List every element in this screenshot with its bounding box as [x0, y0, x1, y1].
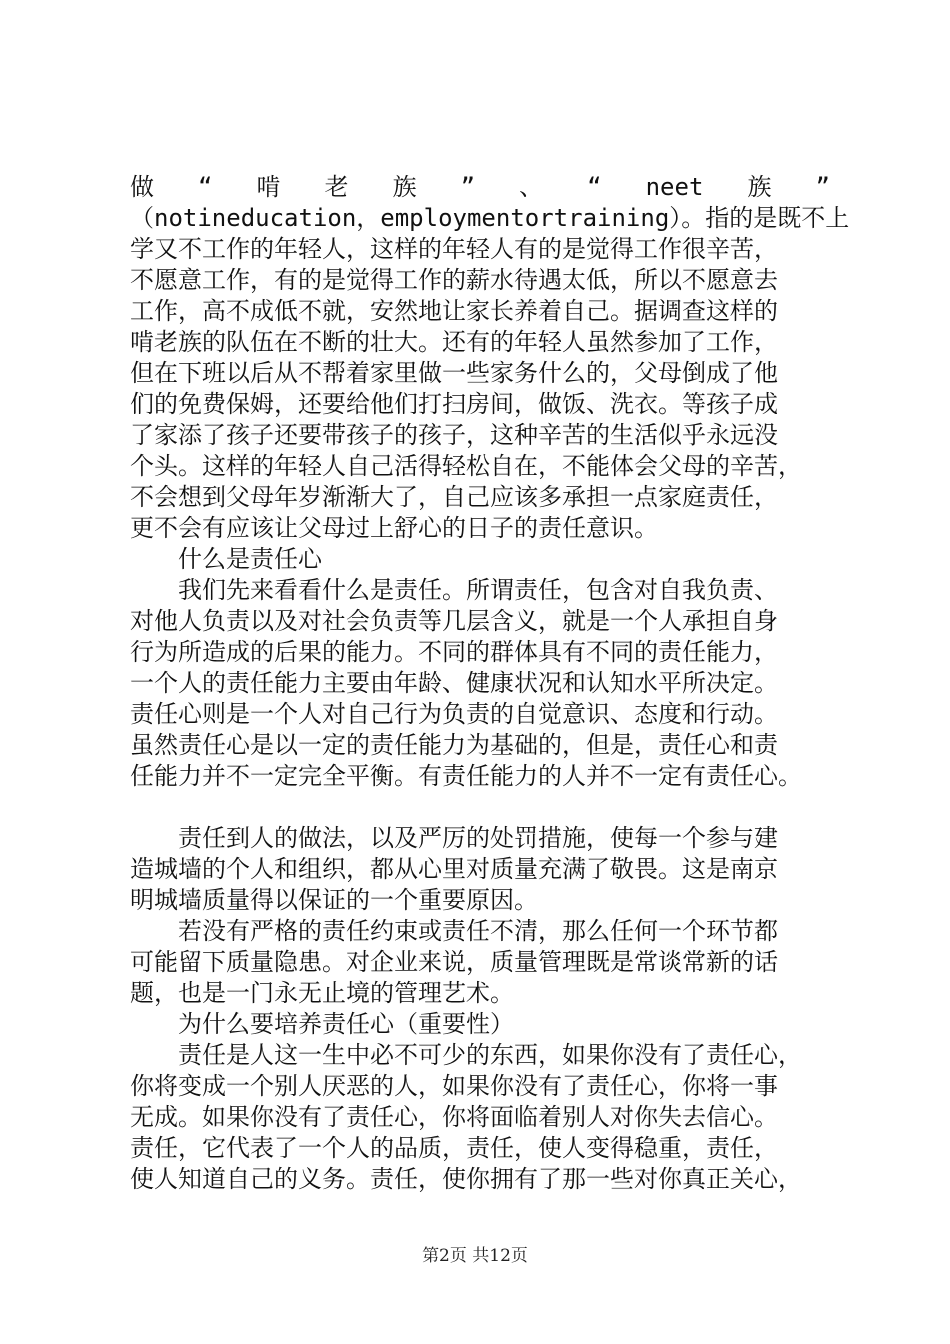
- word-token: 、: [519, 173, 544, 201]
- justified-first-line: [130, 172, 830, 203]
- text-line: 但在下班以后从不帮着家里做一些家务什么的，父母倒成了他: [130, 359, 778, 387]
- paragraph-line: 若没有严格的责任约束或责任不清，那么任何一个环节都: [178, 917, 778, 945]
- word-token: ”: [460, 173, 476, 201]
- text-line: 啃老族的队伍在不断的壮大。还有的年轻人虽然参加了工作，: [130, 328, 778, 356]
- paragraph-line: 责任是人这一生中必不可少的东西，如果你没有了责任心，: [178, 1041, 802, 1069]
- word-token: 啃: [256, 173, 281, 201]
- paragraph-line: 题，也是一门永无止境的管理艺术。: [130, 979, 514, 1007]
- paragraph-line: 行为所造成的后果的能力。不同的群体具有不同的责任能力，: [130, 638, 778, 666]
- word-token: 族: [392, 173, 417, 201]
- word-token: neet: [645, 173, 704, 201]
- paragraph-line: 造城墙的个人和组织，都从心里对质量充满了敬畏。这是南京: [130, 855, 778, 883]
- text-line: （notineducation，employmentortraining）。指的是既不上: [130, 204, 850, 232]
- text-line: 更不会有应该让父母过上舒心的日子的责任意识。: [130, 514, 658, 542]
- word-token: 做: [130, 173, 154, 201]
- text-line: 个头。这样的年轻人自己活得轻松自在，不能体会父母的辛苦，: [130, 452, 802, 480]
- page-number-footer: 第2页 共12页: [422, 1246, 528, 1266]
- blank-line: [130, 792, 830, 823]
- paragraph-line: 无成。如果你没有了责任心，你将面临着别人对你失去信心。: [130, 1103, 778, 1131]
- word-token: 族: [747, 173, 772, 201]
- word-token: 老: [324, 173, 349, 201]
- paragraph-line: 使人知道自己的义务。责任，使你拥有了那一些对你真正关心，: [130, 1165, 802, 1193]
- paragraph-line: 责任，它代表了一个人的品质，责任，使人变得稳重，责任，: [130, 1134, 778, 1162]
- document-body: [130, 172, 850, 1195]
- paragraph-line: 可能留下质量隐患。对企业来说，质量管理既是常谈常新的话: [130, 948, 778, 976]
- section-heading: 什么是责任心: [178, 545, 322, 573]
- paragraph-line: 明城墙质量得以保证的一个重要原因。: [130, 886, 538, 914]
- paragraph-line: 责任到人的做法，以及严厉的处罚措施，使每一个参与建: [178, 824, 778, 852]
- paragraph-line: 对他人负责以及对社会负责等几层含义，就是一个人承担自身: [130, 607, 778, 635]
- paragraph-line: 我们先来看看什么是责任。所谓责任，包含对自我负责、: [178, 576, 778, 604]
- paragraph-line: 虽然责任心是以一定的责任能力为基础的，但是，责任心和责: [130, 731, 778, 759]
- text-line: 不会想到父母年岁渐渐大了，自己应该多承担一点家庭责任，: [130, 483, 778, 511]
- paragraph-line: 你将变成一个别人厌恶的人，如果你没有了责任心，你将一事: [130, 1072, 778, 1100]
- word-token: “: [198, 173, 213, 201]
- text-line: 了家添了孩子还要带孩子的孩子，这种辛苦的生活似乎永远没: [130, 421, 778, 449]
- word-token: “: [587, 173, 602, 201]
- text-line: 们的免费保姆，还要给他们打扫房间，做饭、洗衣。等孩子成: [130, 390, 778, 418]
- text-line: 工作，高不成低不就，安然地让家长养着自己。据调查这样的: [130, 297, 778, 325]
- text-line: 不愿意工作，有的是觉得工作的薪水待遇太低，所以不愿意去: [130, 266, 778, 294]
- paragraph-line: 责任心则是一个人对自己行为负责的自觉意识、态度和行动。: [130, 700, 778, 728]
- paragraph-line: 一个人的责任能力主要由年龄、健康状况和认知水平所决定。: [130, 669, 778, 697]
- section-heading: 为什么要培养责任心（重要性）: [178, 1010, 514, 1038]
- paragraph-line: 任能力并不一定完全平衡。有责任能力的人并不一定有责任心。: [130, 762, 802, 790]
- word-token: ”: [815, 173, 830, 201]
- text-line: 学又不工作的年轻人，这样的年轻人有的是觉得工作很辛苦，: [130, 235, 778, 263]
